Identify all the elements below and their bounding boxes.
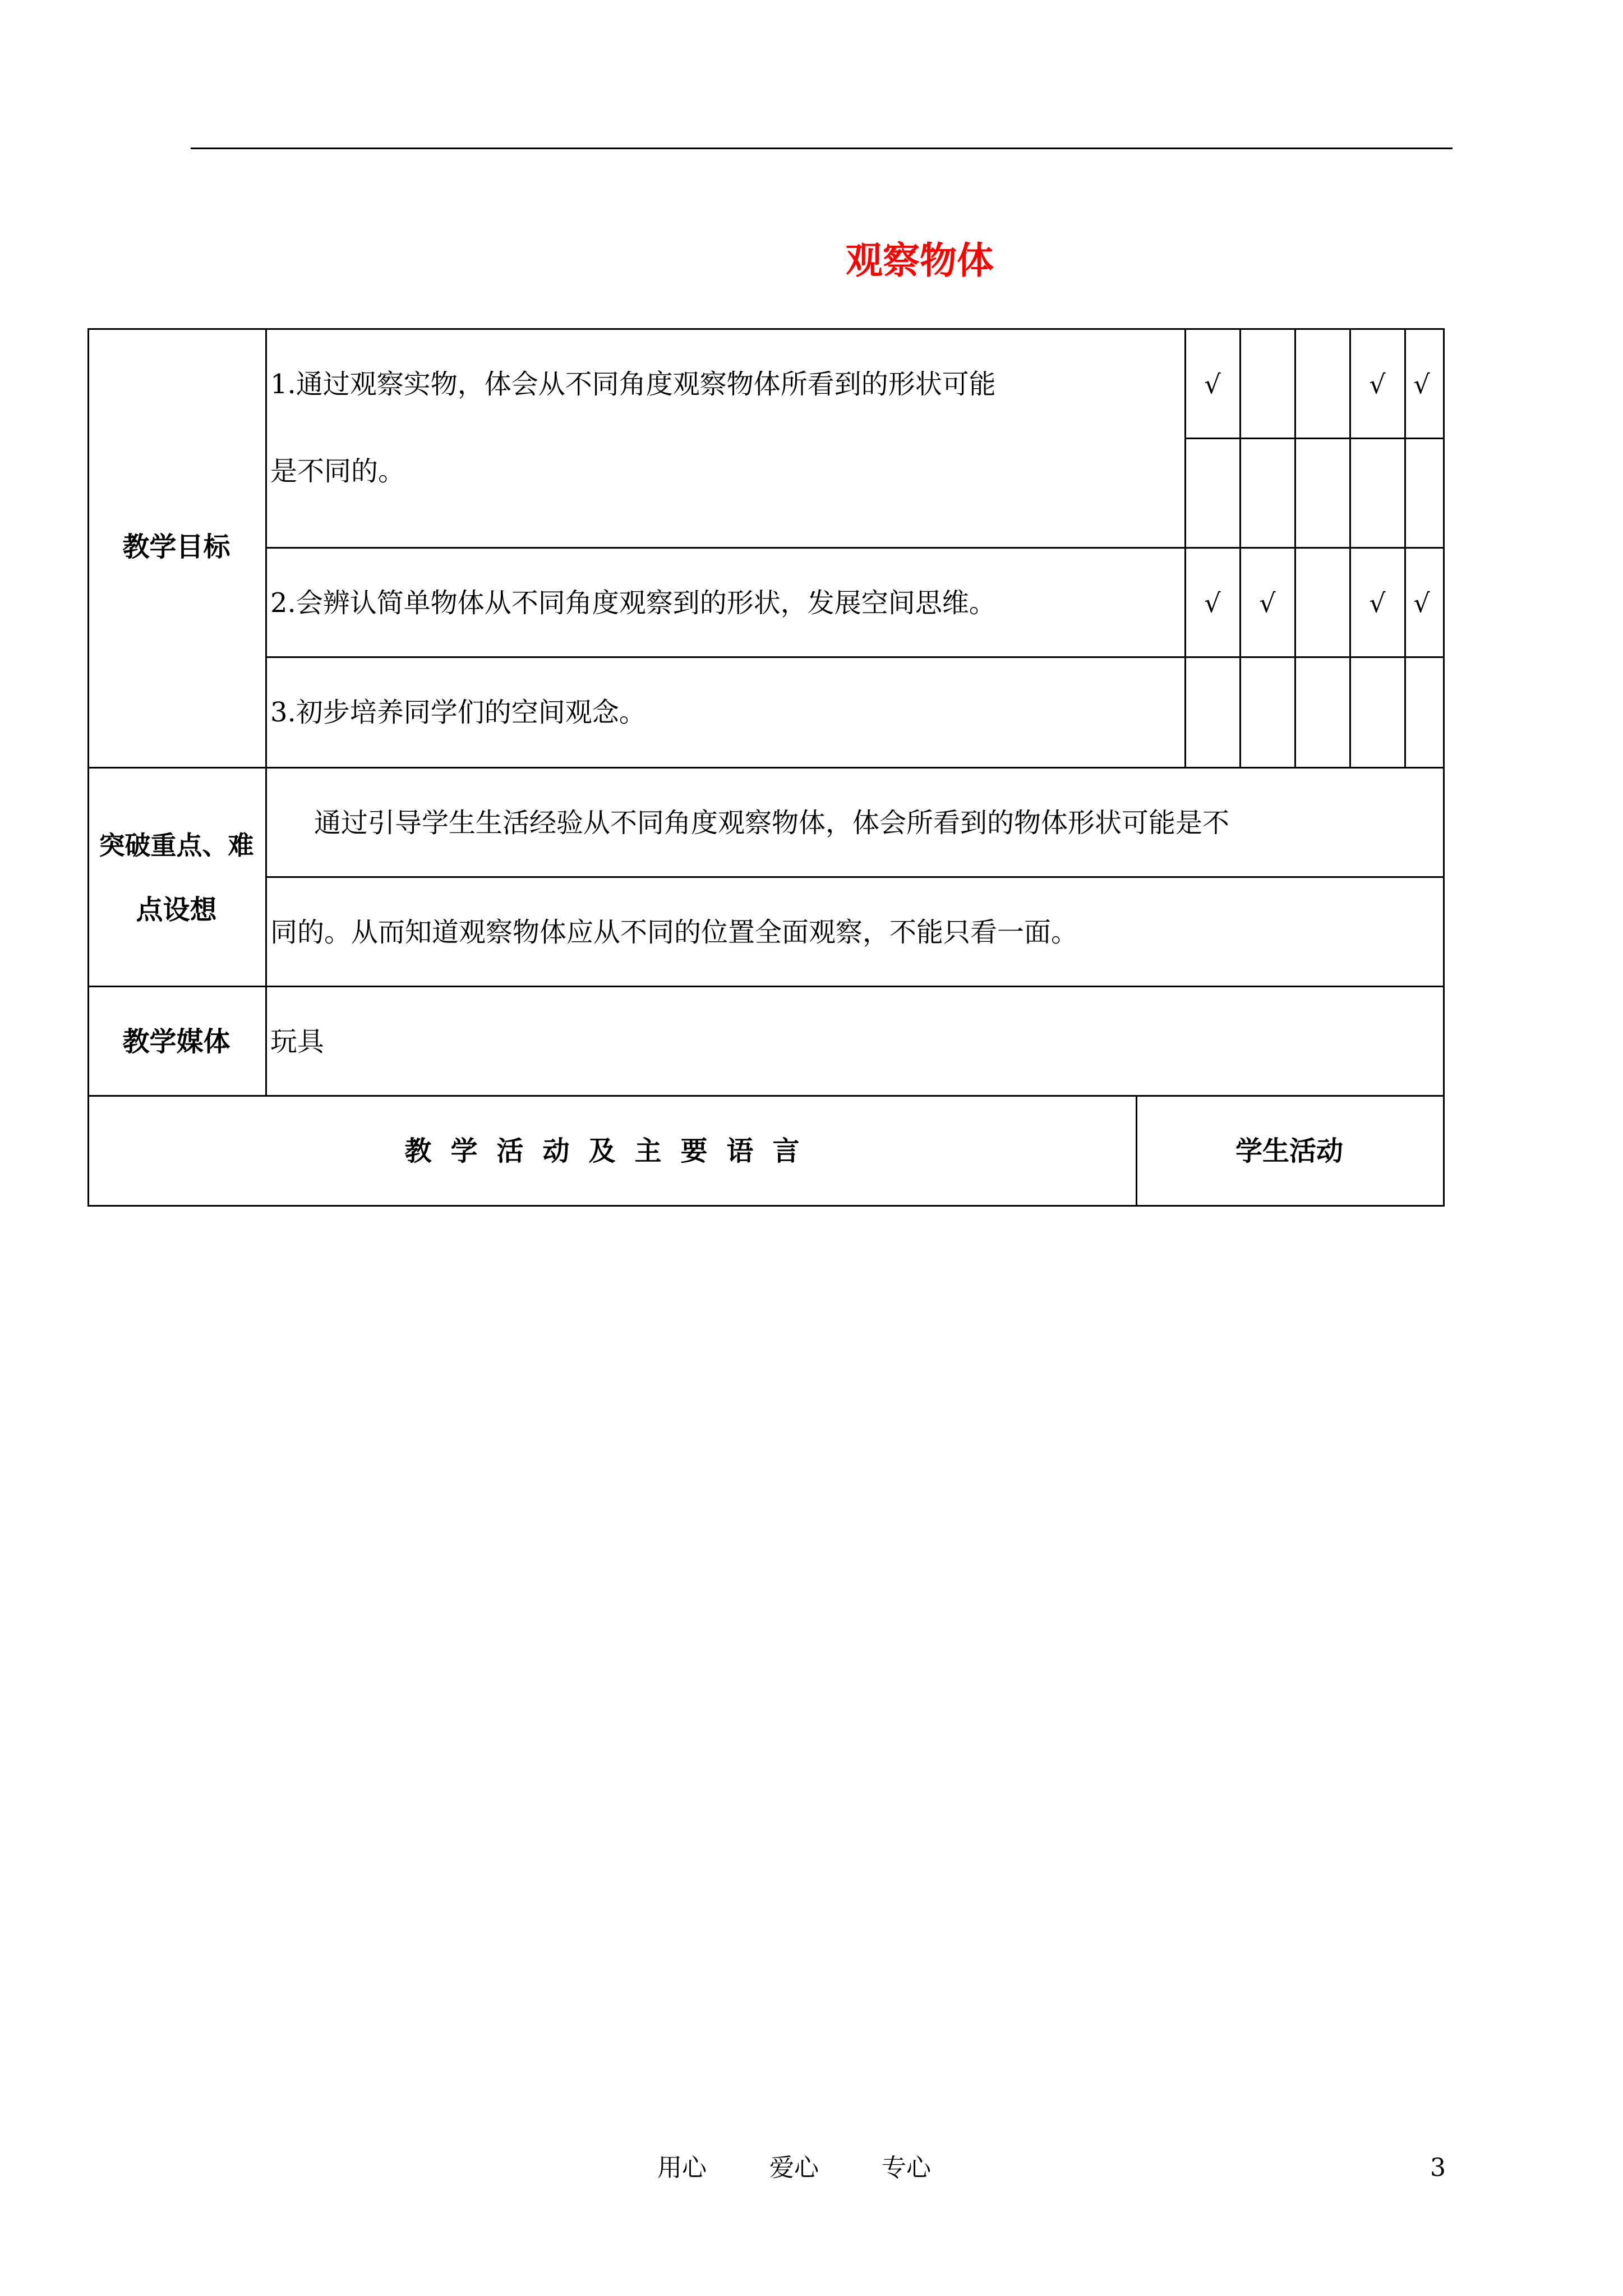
footer-item-2: 爱心	[769, 2154, 819, 2182]
table-rule	[87, 1095, 1445, 1097]
objective-1-check-5: √	[1413, 369, 1430, 399]
media-label: 教学媒体	[122, 1026, 230, 1057]
table-border-bottom	[87, 1205, 1445, 1207]
key-points-text-line1: 通过引导学生生活经验从不同角度观察物体，体会所看到的物体形状可能是不	[314, 807, 1230, 839]
student-activities-header: 学生活动	[1235, 1135, 1343, 1167]
table-border-top	[87, 328, 1445, 330]
footer-item-1: 用心	[657, 2154, 707, 2182]
footer-item-3: 专心	[882, 2154, 931, 2182]
table-rule	[266, 656, 1445, 658]
table-rule	[265, 328, 267, 1097]
key-points-text-line2: 同的。从而知道观察物体应从不同的位置全面观察，不能只看一面。	[270, 917, 1078, 948]
objective-2-check-4: √	[1369, 588, 1386, 618]
table-rule	[266, 547, 1445, 549]
objective-1-check-1: √	[1204, 369, 1221, 399]
table-rule	[87, 986, 1445, 987]
objective-1-line1: 1.通过观察实物，体会从不同角度观察物体所看到的形状可能	[270, 369, 996, 400]
objective-2-check-1: √	[1204, 588, 1221, 618]
objectives-label: 教学目标	[122, 531, 230, 563]
activities-main-header: 教学活动及主要语言	[404, 1135, 819, 1167]
media-text: 玩具	[270, 1026, 325, 1057]
table-rule	[87, 767, 1445, 769]
objective-2-check-2: √	[1259, 588, 1276, 618]
key-points-label-line1: 突破重点、难	[99, 830, 254, 861]
table-rule	[1294, 328, 1296, 767]
objective-2-check-5: √	[1413, 588, 1430, 618]
key-points-label-line2: 点设想	[136, 894, 217, 926]
page-number: 3	[1430, 2154, 1446, 2182]
objective-1-check-4: √	[1369, 369, 1386, 399]
objective-3: 3.初步培养同学们的空间观念。	[270, 697, 646, 728]
objective-2: 2.会辨认简单物体从不同角度观察到的形状，发展空间思维。	[270, 587, 996, 619]
objective-1-line2: 是不同的。	[270, 455, 405, 487]
page-title: 观察物体	[846, 239, 994, 282]
table-border-left	[87, 328, 89, 1207]
table-rule	[266, 876, 1445, 878]
table-border-right	[1443, 328, 1445, 1207]
